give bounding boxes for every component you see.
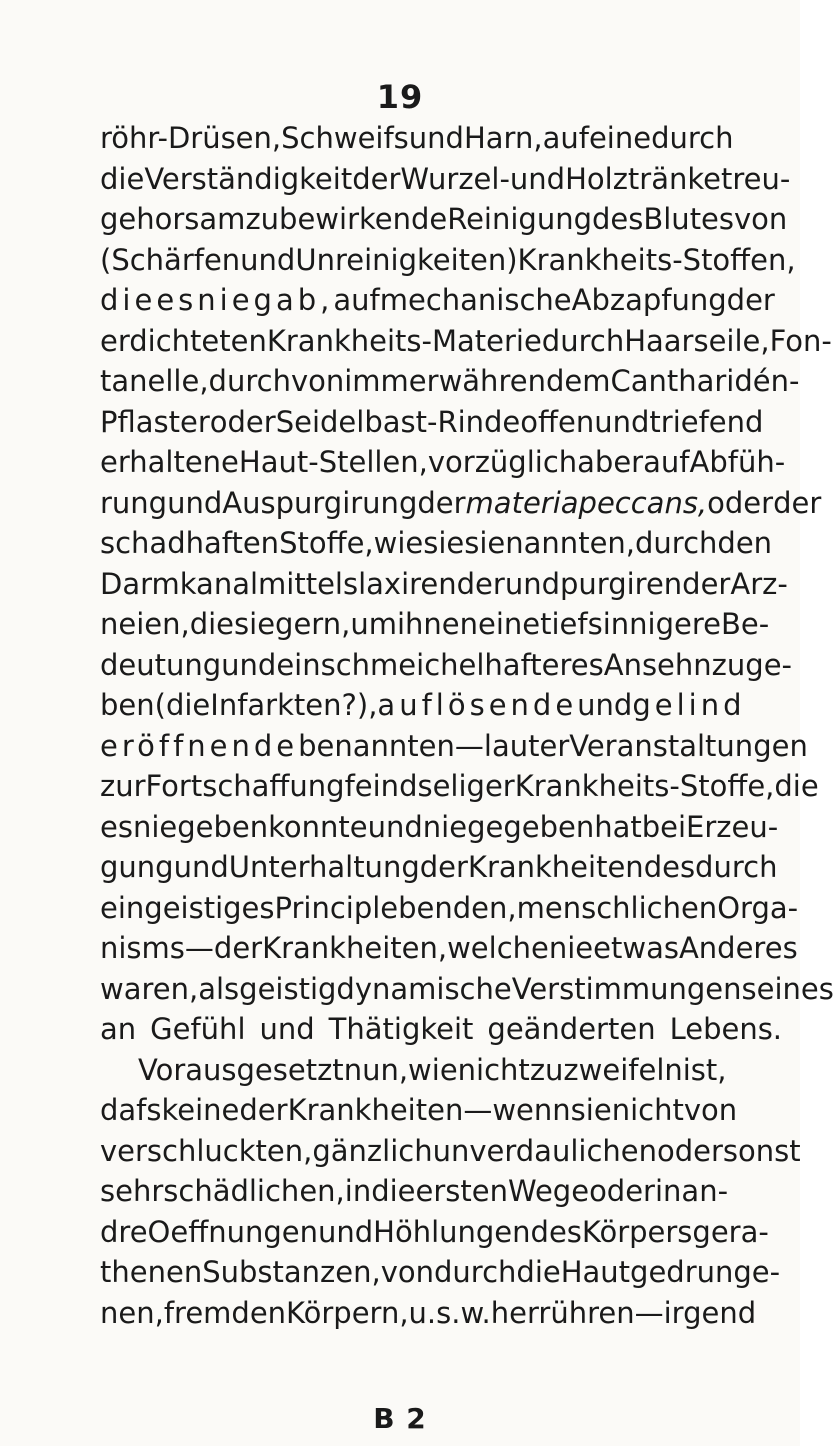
word: ihnen — [396, 607, 478, 641]
word: der — [417, 485, 466, 520]
word: nicht — [611, 1093, 684, 1127]
text-line — [100, 199, 788, 240]
word: waren, — [100, 971, 199, 1006]
word: auf — [542, 121, 589, 155]
text-line — [100, 564, 788, 605]
word: Verstimmungen — [511, 971, 742, 1006]
word: Körpern, — [286, 1295, 409, 1330]
word: gung — [100, 850, 174, 884]
word: von — [734, 202, 788, 236]
word: Infarkten?), — [210, 688, 378, 722]
word: vorzüglich — [427, 445, 578, 479]
word: Abfüh- — [689, 445, 786, 479]
word: immerwährendem — [344, 364, 611, 398]
word: Erzeu- — [686, 809, 779, 844]
word: Wege — [507, 1174, 590, 1208]
word: oder — [589, 1174, 655, 1208]
word: des — [592, 202, 644, 236]
word: und — [167, 485, 223, 520]
text-line — [100, 442, 786, 483]
word: (Schärfen — [100, 242, 241, 277]
word: der — [419, 850, 468, 884]
word-spaced: es — [156, 283, 198, 317]
word: dynamische — [336, 971, 512, 1006]
word: Abzapfung — [571, 283, 727, 317]
word: bei — [641, 809, 687, 844]
word: erdichteten — [100, 323, 267, 358]
word: Haarseile, — [624, 323, 770, 358]
word: Pflaster — [100, 404, 210, 439]
word: mittels — [258, 566, 359, 601]
text-line — [100, 118, 734, 159]
word: Stoffe, — [279, 526, 374, 560]
word-spaced: auflösende — [377, 688, 578, 722]
word: Cantharidén- — [610, 364, 800, 398]
word: herrühren — [490, 1295, 635, 1330]
word: Fon- — [769, 323, 832, 358]
word-italic: materia — [465, 485, 579, 520]
text-line — [100, 1293, 757, 1334]
word: der — [352, 161, 401, 196]
word: an- — [681, 1174, 729, 1208]
word: Ansehn — [603, 647, 712, 682]
word: und — [504, 566, 560, 601]
word: gehorsam — [100, 202, 246, 236]
word: und — [594, 404, 650, 439]
word: wie — [373, 526, 424, 560]
word: Princip — [274, 890, 373, 925]
word: wie — [408, 1052, 458, 1087]
text-line — [100, 645, 792, 686]
page-number: 19 — [376, 78, 424, 116]
word: nisms — [100, 931, 185, 965]
word: durch — [208, 364, 291, 398]
word: — — [634, 1295, 664, 1330]
word: röhr-Drüsen, — [100, 121, 282, 155]
word: Haut — [560, 1255, 631, 1289]
word: die — [774, 769, 819, 803]
word: Veranstaltungen — [569, 728, 808, 763]
word: sehr — [100, 1174, 164, 1208]
word: etwas — [593, 931, 679, 965]
word: hat — [594, 809, 642, 844]
word: nie — [132, 809, 178, 844]
word: purgirender — [560, 566, 731, 601]
word: es — [100, 809, 133, 844]
word: treu- — [720, 161, 791, 196]
word: w. — [460, 1295, 491, 1330]
word: ist, — [682, 1052, 727, 1087]
word: die — [516, 1255, 561, 1289]
word: rung — [100, 485, 168, 520]
word: und — [173, 850, 229, 884]
word: in — [344, 1174, 372, 1208]
word: Schweifs — [281, 121, 409, 155]
word: und — [317, 1214, 374, 1249]
word: und — [367, 809, 423, 844]
word: des — [530, 1214, 582, 1249]
word: tiefsinnigere — [540, 607, 721, 641]
word: Krankheiten — [467, 850, 644, 884]
word: gern, — [275, 607, 351, 641]
word: den — [717, 526, 773, 560]
word: nun, — [343, 1052, 409, 1087]
word: dre — [100, 1214, 148, 1249]
word: benannten — [298, 728, 455, 763]
word: oder — [657, 1133, 723, 1168]
word: erhaltene — [100, 445, 239, 479]
word: nie — [422, 809, 468, 844]
text-line — [100, 928, 798, 969]
word: durch — [541, 323, 625, 358]
word: Substanzen, — [202, 1255, 381, 1289]
word: laxirender — [358, 566, 505, 601]
word: Gefühl — [150, 1012, 246, 1046]
word: aber — [577, 445, 644, 479]
word: Fortschaffung — [145, 769, 345, 803]
word: von — [683, 1093, 738, 1127]
word: Krankheits-Stoffe, — [514, 769, 775, 803]
text-line — [100, 847, 778, 888]
word: lauter — [483, 728, 570, 763]
word: Unreinigkeiten) — [295, 242, 518, 277]
word: neien, — [100, 607, 190, 641]
text-line — [100, 1252, 781, 1293]
text-line — [100, 888, 799, 929]
word: Haut-Stellen, — [238, 445, 428, 479]
word: — — [463, 1093, 493, 1127]
word: durch — [635, 526, 718, 560]
word: Vorausgesetzt — [138, 1052, 344, 1087]
word: seines — [741, 971, 834, 1006]
word: sie — [464, 526, 506, 560]
text-line — [100, 1090, 738, 1131]
text-line — [100, 1171, 729, 1212]
word: Lebens. — [669, 1012, 783, 1046]
word: irgend — [663, 1295, 757, 1330]
word: fremden — [163, 1295, 287, 1330]
word: Holztränke — [565, 161, 721, 196]
word: gänzlich — [312, 1133, 433, 1168]
word: schmeichelhafteres — [320, 647, 604, 682]
word: die — [100, 161, 145, 196]
word: und — [259, 1012, 315, 1046]
word: die — [189, 607, 235, 641]
word: um — [350, 607, 397, 641]
text-line — [100, 402, 764, 443]
word: in — [654, 1174, 682, 1208]
word: Unterhaltung — [228, 850, 420, 884]
text-line — [100, 1050, 727, 1091]
word: der — [773, 485, 822, 520]
word: — — [184, 931, 214, 965]
word: der — [726, 283, 775, 317]
word: schädlichen, — [163, 1174, 345, 1208]
word: gegeben — [467, 809, 595, 844]
word: der — [239, 1093, 288, 1127]
word: geben — [177, 809, 269, 844]
word: konnte — [268, 809, 368, 844]
word: zu — [711, 647, 746, 682]
word: von — [380, 1255, 434, 1289]
word: Krankheits-Stoffen, — [517, 242, 796, 277]
signature-mark: B 2 — [373, 1402, 427, 1435]
word: nie — [548, 931, 594, 965]
word: Krankheits-Materie — [266, 323, 542, 358]
text-line — [100, 766, 819, 807]
word: ein — [100, 890, 145, 925]
word: nen, — [100, 1295, 164, 1330]
word: u. — [408, 1295, 437, 1330]
word: und — [509, 161, 566, 196]
word: thenen — [100, 1255, 203, 1289]
text-line — [100, 159, 791, 200]
word: tanelle, — [100, 364, 209, 398]
word: ein — [276, 647, 321, 682]
text-line — [100, 240, 796, 281]
word: und — [221, 647, 277, 682]
word: Oeffnungen — [147, 1214, 318, 1249]
word: und — [577, 688, 633, 722]
text-line — [100, 361, 800, 402]
word: auf — [643, 445, 690, 479]
word: und — [408, 121, 464, 155]
word: sie — [234, 607, 276, 641]
word: Reinigung — [447, 202, 592, 236]
word: geistig — [239, 971, 337, 1006]
body-text — [100, 118, 834, 1333]
word: und — [240, 242, 296, 277]
word-spaced: eröffnende — [100, 728, 299, 763]
word: oder — [209, 404, 276, 439]
word: eine — [478, 607, 541, 641]
word: oder — [707, 485, 774, 520]
word: Thätigkeit — [328, 1012, 474, 1046]
text-line — [100, 1212, 769, 1253]
word: durch — [434, 1255, 517, 1289]
word: Seidelbast-Rinde — [275, 404, 521, 439]
word: sie — [570, 1093, 612, 1127]
word: geistiges — [144, 890, 275, 925]
word: triefend — [649, 404, 764, 439]
word: ersten — [415, 1174, 508, 1208]
text-line — [100, 321, 832, 362]
word: Körpers — [581, 1214, 693, 1249]
word: offen — [520, 404, 595, 439]
word: — — [454, 728, 484, 763]
word: menschlichen — [516, 890, 718, 925]
text-line — [100, 807, 779, 848]
word: der — [213, 931, 263, 965]
word: Wurzel- — [400, 161, 510, 196]
word: zweifeln — [563, 1052, 683, 1087]
word: Blutes — [643, 202, 735, 236]
word: sie — [423, 526, 465, 560]
word: keine — [161, 1093, 240, 1127]
word: dafs — [100, 1093, 162, 1127]
word: als — [198, 971, 240, 1006]
word: Verständigkeit — [144, 161, 353, 196]
word: sonst — [722, 1133, 801, 1168]
word: geänderten — [487, 1012, 656, 1046]
word: die — [371, 1174, 416, 1208]
word: lebenden, — [372, 890, 517, 925]
word: wenn — [492, 1093, 571, 1127]
word: bewirkende — [279, 202, 448, 236]
word: ge- — [745, 647, 792, 682]
word: durch — [651, 121, 734, 155]
word: schadhaften — [100, 526, 280, 560]
word: Darmkanal — [100, 566, 259, 601]
text-line — [100, 483, 822, 524]
word: an — [100, 1012, 137, 1046]
word-italic: peccans, — [578, 485, 708, 520]
text-line — [100, 685, 746, 726]
text-line — [100, 726, 808, 767]
text-line — [100, 604, 770, 645]
word: (die — [154, 688, 211, 722]
text-line — [100, 1131, 801, 1172]
word: Anderes — [678, 931, 798, 965]
word: s. — [436, 1295, 461, 1330]
word: mechanische — [379, 283, 572, 317]
word: zu — [529, 1052, 564, 1087]
word: Auspurgirung — [222, 485, 418, 520]
text-line — [100, 523, 773, 564]
word: von — [290, 364, 345, 398]
word: Be- — [720, 607, 770, 641]
text-line — [100, 280, 775, 321]
word: durch — [695, 850, 778, 884]
word: Krankheiten — [287, 1093, 464, 1127]
word: ben — [100, 688, 155, 722]
text-line — [100, 1009, 783, 1050]
word-spaced: nie — [197, 283, 254, 317]
text-line — [100, 969, 834, 1010]
word-spaced: die — [100, 283, 157, 317]
word: zur — [100, 769, 146, 803]
word: auf — [333, 283, 380, 317]
word: unverdaulichen — [432, 1133, 657, 1168]
word: feindseliger — [344, 769, 515, 803]
word: verschluckten, — [100, 1133, 313, 1168]
word: welche — [447, 931, 549, 965]
word: nannten, — [505, 526, 636, 560]
word: Harn, — [463, 121, 543, 155]
word-spaced: gelind — [632, 688, 746, 722]
word: gedrunge- — [630, 1255, 781, 1289]
word: eine — [588, 121, 652, 155]
word: Krankheiten, — [262, 931, 448, 965]
word: nicht — [457, 1052, 530, 1087]
word: Höhlungen — [373, 1214, 531, 1249]
word: zu — [245, 202, 280, 236]
word-spaced: gab, — [253, 283, 334, 317]
word: Arz- — [730, 566, 788, 601]
word: gera- — [692, 1214, 769, 1249]
word: deutung — [100, 647, 222, 682]
word: Orga- — [717, 890, 799, 925]
word: des — [643, 850, 696, 884]
